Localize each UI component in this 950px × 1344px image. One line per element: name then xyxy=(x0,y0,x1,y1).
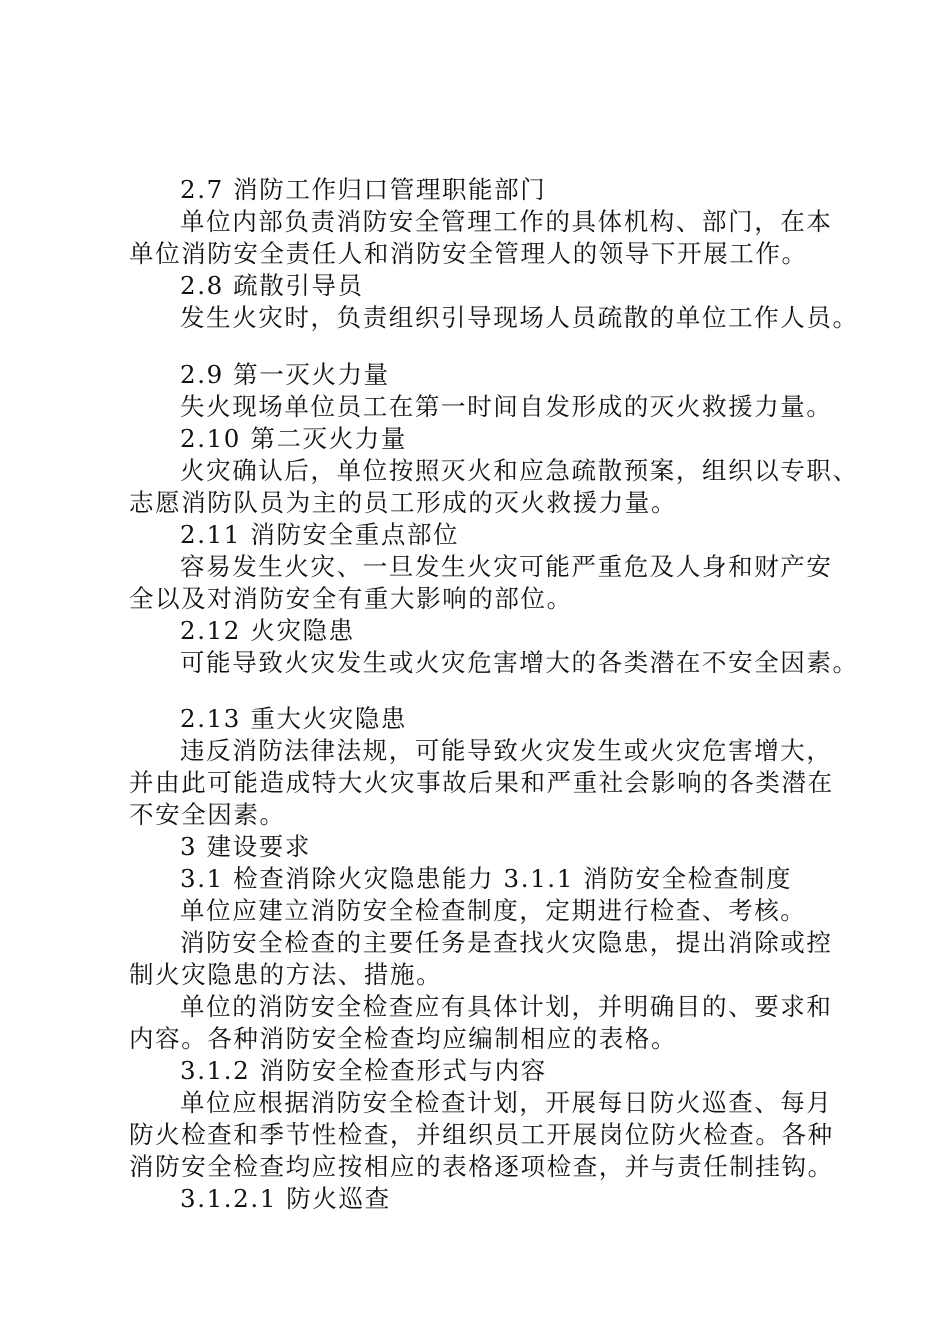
paragraph-line: 并由此可能造成特大火灾事故后果和严重社会影响的各类潜在 xyxy=(129,768,834,797)
section-heading-2-10: 2.10 第二灭火力量 xyxy=(180,424,407,453)
paragraph-line: 志愿消防队员为主的员工形成的灭火救援力量。 xyxy=(129,488,678,517)
section-heading-2-11: 2.11 消防安全重点部位 xyxy=(180,520,460,549)
paragraph-line: 消防安全检查均应按相应的表格逐项检查，并与责任制挂钩。 xyxy=(129,1152,834,1181)
paragraph-line: 防火检查和季节性检查，并组织员工开展岗位防火检查。各种 xyxy=(129,1120,834,1149)
paragraph-line: 单位内部负责消防安全管理工作的具体机构、部门，在本 xyxy=(180,207,833,236)
paragraph-line: 可能导致火灾发生或火灾危害增大的各类潜在不安全因素。 xyxy=(180,648,859,677)
paragraph-line: 消防安全检查的主要任务是查找火灾隐患，提出消除或控 xyxy=(180,928,833,957)
paragraph-line: 失火现场单位员工在第一时间自发形成的灭火救援力量。 xyxy=(180,392,833,421)
section-heading-3-1-2-1: 3.1.2.1 防火巡查 xyxy=(180,1184,391,1213)
section-heading-2-12: 2.12 火灾隐患 xyxy=(180,616,355,645)
paragraph-line: 单位应建立消防安全检查制度，定期进行检查、考核。 xyxy=(180,896,807,925)
paragraph-line: 内容。各种消防安全检查均应编制相应的表格。 xyxy=(129,1024,678,1053)
paragraph-line: 容易发生火灾、一旦发生火灾可能严重危及人身和财产安 xyxy=(180,552,833,581)
section-heading-2-13: 2.13 重大火灾隐患 xyxy=(180,704,407,733)
paragraph-line: 单位消防安全责任人和消防安全管理人的领导下开展工作。 xyxy=(129,239,808,268)
section-heading-3-1-2: 3.1.2 消防安全检查形式与内容 xyxy=(180,1056,547,1085)
paragraph-line: 单位应根据消防安全检查计划，开展每日防火巡查、每月 xyxy=(180,1088,833,1117)
section-heading-2-9: 2.9 第一灭火力量 xyxy=(180,360,390,389)
section-heading-2-8: 2.8 疏散引导员 xyxy=(180,271,364,300)
paragraph-line: 不安全因素。 xyxy=(129,800,286,829)
section-heading-3: 3 建设要求 xyxy=(180,832,311,861)
paragraph-line: 制火灾隐患的方法、措施。 xyxy=(129,960,443,989)
section-heading-3-1: 3.1 检查消除火灾隐患能力 3.1.1 消防安全检查制度 xyxy=(180,864,793,893)
paragraph-line: 发生火灾时，负责组织引导现场人员疏散的单位工作人员。 xyxy=(180,303,859,332)
section-heading-2-7: 2.7 消防工作归口管理职能部门 xyxy=(180,175,547,204)
paragraph-line: 违反消防法律法规，可能导致火灾发生或火灾危害增大， xyxy=(180,736,833,765)
paragraph-line: 单位的消防安全检查应有具体计划，并明确目的、要求和 xyxy=(180,992,833,1021)
paragraph-line: 火灾确认后，单位按照灭火和应急疏散预案，组织以专职、 xyxy=(180,456,859,485)
paragraph-line: 全以及对消防安全有重大影响的部位。 xyxy=(129,584,573,613)
